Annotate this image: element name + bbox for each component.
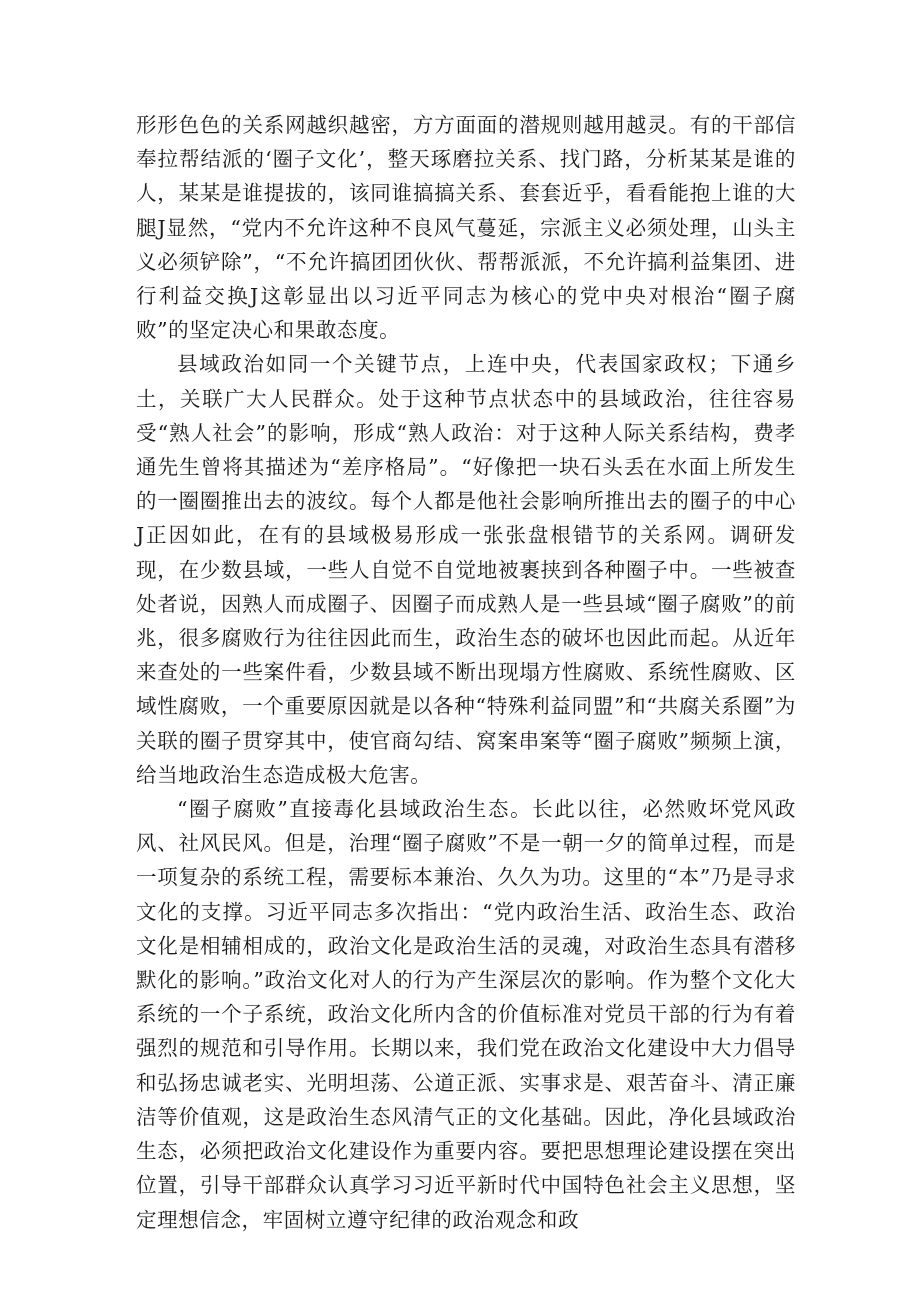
- paragraph-2: 县域政治如同一个关键节点，上连中央，代表国家政权；下通乡土，关联广大人民群众。处于这种节点状态中的县域政治，往往容易受“熟人社会”的影响，形成“熟人政治：对于这种人际关系结构，费孝通先生曾将其描述为“差序格局”。“好像把一块石头丢在水面上所发生的一圈圈推出去的波纹。每个人都是他社会影响所推出去的圈子的中心J正因如此，在有的县域极易形成一张张盘根错节的关系网。调研发现，在少数县域，一些人自觉不自觉地被裹挟到各种圈子中。一些被查处者说，因熟人而成圈子、因圈子而成熟人是一些县域“圈子腐败”的前兆，很多腐败行为往往因此而生，政治生态的破坏也因此而起。从近年来查处的一些案件看，少数县域不断出现塌方性腐败、系统性腐败、区域性腐败，一个重要原因就是以各种“特殊利益同盟”和“共腐关系圈”为关联的圈子贯穿其中，使官商勾结、窝案串案等“圈子腐败”频频上演，给当地政治生态造成极大危害。: [136, 352, 796, 787]
- document-page: [136, 108, 796, 1237]
- paragraph-1: 形形色色的关系网越织越密，方方面面的潜规则越用越灵。有的干部信奉拉帮结派的‘圈子文化’，整天琢磨拉关系、找门路，分析某某是谁的人，某某是谁提拔的，该同谁搞搞关系、套套近乎，看看能抱上谁的大腿J显然，“党内不允许这种不良风气蔓延，宗派主义必须处理，山头主义必须铲除”，“不允许搞团团伙伙、帮帮派派，不允许搞利益集团、进行利益交换J这彰显出以习近平同志为核心的党中央对根治“圈子腐败”的坚定决心和果敢态度。: [136, 113, 796, 343]
- paragraph-3: “圈子腐败”直接毒化县域政治生态。长此以往，必然败坏党风政风、社风民风。但是，治理“圈子腐败”不是一朝一夕的简单过程，而是一项复杂的系统工程，需要标本兼治、久久为功。这里的“本”乃是寻求文化的支撑。习近平同志多次指出：“党内政治生活、政治生态、政治文化是相辅相成的，政治文化是政治生活的灵魂，对政治生态具有潜移默化的影响。”政治文化对人的行为产生深层次的影响。作为整个文化大系统的一个子系统，政治文化所内含的价值标准对党员干部的行为有着强烈的规范和引导作用。长期以来，我们党在政治文化建设中大力倡导和弘扬忠诚老实、光明坦荡、公道正派、实事求是、艰苦奋斗、清正廉洁等价值观，这是政治生态风清气正的文化基础。因此，净化县域政治生态，必须把政治文化建设作为重要内容。要把思想理论建设摆在突出位置，引导干部群众认真学习习近平新时代中国特色社会主义思想，坚定理想信念，牢固树立遵守纪律的政治观念和政: [136, 797, 796, 1232]
